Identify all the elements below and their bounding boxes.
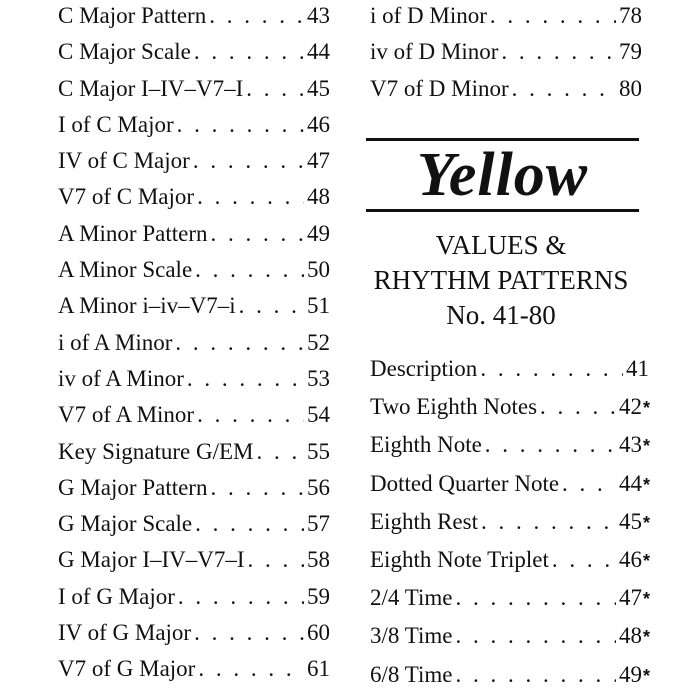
dot-leader — [455, 579, 616, 617]
toc-entry-label: Eighth Note Triplet — [370, 546, 549, 572]
dot-leader — [248, 542, 304, 578]
toc-entry-page: 49 — [307, 220, 330, 246]
dot-leader — [195, 252, 304, 288]
toc-entry-page: 78 — [619, 3, 642, 28]
toc-entry-page: 61 — [307, 656, 330, 682]
toc-entry-label: V7 of D Minor — [370, 75, 509, 101]
dot-leader — [210, 470, 304, 506]
toc-entry-label: 6/8 Time — [370, 661, 453, 687]
toc-entry — [58, 107, 330, 143]
toc-entry-page: 41 — [626, 356, 649, 381]
toc-entry-page: 44 — [307, 39, 330, 65]
toc-entry-label: Two Eighth Notes — [370, 394, 538, 420]
toc-entry-page: 47 — [307, 148, 330, 174]
toc-entry-page: 49 — [618, 661, 642, 687]
asterisk-marker: * — [642, 398, 650, 419]
toc-entry — [58, 288, 330, 324]
toc-entry-label: C Major Pattern — [58, 3, 207, 28]
section-rule-bottom — [366, 209, 639, 212]
dot-leader — [209, 0, 304, 34]
toc-entry-label: 3/8 Time — [370, 623, 453, 649]
toc-entry — [58, 615, 330, 651]
dot-leader — [552, 541, 616, 579]
toc-entry — [58, 216, 330, 252]
toc-entry — [58, 0, 330, 34]
toc-entry — [58, 71, 330, 107]
dot-leader — [194, 615, 304, 651]
dot-leader — [512, 71, 616, 107]
toc-entry-page: 44 — [618, 470, 642, 496]
toc-entry-label: iv of D Minor — [370, 39, 499, 65]
dot-leader — [198, 651, 304, 687]
toc-entry-label: V7 of G Major — [58, 656, 196, 682]
toc-entry — [370, 350, 650, 388]
dot-leader — [175, 325, 304, 361]
dot-leader — [246, 71, 304, 107]
right-toc-column-top — [370, 0, 642, 107]
asterisk-marker: * — [642, 474, 650, 495]
toc-entry-label: A Minor i–iv–V7–i — [58, 293, 236, 319]
toc-entry — [58, 434, 330, 470]
toc-entry-page: 52 — [307, 329, 330, 355]
dot-leader — [194, 34, 304, 70]
toc-entry-label: G Major Scale — [58, 511, 193, 537]
dot-leader — [193, 143, 304, 179]
toc-entry-label: C Major Scale — [58, 39, 191, 65]
toc-entry — [370, 541, 650, 579]
toc-entry — [58, 470, 330, 506]
dot-leader — [480, 350, 623, 388]
asterisk-marker: * — [642, 627, 650, 648]
toc-entry-label: I of C Major — [58, 111, 174, 137]
toc-entry-page: 80 — [619, 75, 642, 101]
toc-entry — [58, 325, 330, 361]
toc-entry — [58, 252, 330, 288]
toc-entry-page: 43 — [307, 3, 330, 28]
toc-entry-label: V7 of C Major — [58, 184, 195, 210]
toc-entry — [370, 503, 650, 541]
toc-entry-label: I of G Major — [58, 583, 175, 609]
toc-entry-label: A Minor Pattern — [58, 220, 208, 246]
toc-entry-label: 2/4 Time — [370, 585, 453, 611]
dot-leader — [485, 426, 616, 464]
toc-entry-label: C Major I–IV–V7–I — [58, 75, 244, 101]
toc-entry-page: 42 — [618, 394, 642, 420]
dot-leader — [501, 34, 616, 70]
toc-entry-label: Description — [370, 356, 478, 381]
asterisk-marker: * — [642, 436, 650, 457]
dot-leader — [481, 503, 616, 541]
toc-entry-label: Dotted Quarter Note — [370, 470, 560, 496]
toc-entry-label: Key Signature G/EM — [58, 438, 254, 464]
dot-leader — [562, 465, 616, 503]
toc-entry-page: 45 — [618, 508, 642, 534]
toc-entry-page: 48 — [618, 623, 642, 649]
toc-entry — [58, 179, 330, 215]
toc-entry — [370, 617, 650, 655]
dot-leader — [187, 361, 304, 397]
toc-entry-page: 46 — [618, 546, 642, 572]
toc-entry-page: 45 — [307, 75, 330, 101]
dot-leader — [256, 434, 304, 470]
toc-entry-label: iv of A Minor — [58, 365, 184, 391]
toc-entry-page: 60 — [307, 620, 330, 646]
right-toc-column-bottom — [370, 350, 650, 694]
toc-entry-page: 43 — [618, 432, 642, 458]
dot-leader — [178, 579, 304, 615]
toc-entry — [58, 361, 330, 397]
toc-entry-label: G Major Pattern — [58, 474, 208, 500]
toc-entry-page: 48 — [307, 184, 330, 210]
toc-entry-label: A Minor Scale — [58, 257, 193, 283]
subtitle-line: No. 41-80 — [446, 300, 556, 330]
toc-entry-page: 58 — [307, 547, 330, 573]
asterisk-marker: * — [642, 512, 650, 533]
asterisk-marker: * — [642, 550, 650, 571]
toc-entry — [58, 397, 330, 433]
toc-entry-page: 56 — [307, 474, 330, 500]
toc-entry — [370, 34, 642, 70]
toc-entry-page: 53 — [307, 365, 330, 391]
toc-entry-page: 59 — [307, 583, 330, 609]
toc-entry-label: Eighth Rest — [370, 508, 478, 534]
toc-entry-label: IV of G Major — [58, 620, 192, 646]
toc-entry — [370, 465, 650, 503]
section-subtitle — [356, 228, 646, 333]
asterisk-marker: * — [642, 589, 650, 610]
toc-entry — [58, 506, 330, 542]
dot-leader — [455, 617, 616, 655]
toc-entry — [370, 656, 650, 694]
toc-entry — [58, 542, 330, 578]
subtitle-line: VALUES & — [435, 230, 567, 260]
dot-leader — [197, 179, 304, 215]
left-toc-column — [58, 0, 330, 688]
toc-entry — [58, 143, 330, 179]
toc-entry-page: 51 — [307, 293, 330, 319]
toc-entry — [370, 579, 650, 617]
toc-entry-label: G Major I–IV–V7–I — [58, 547, 245, 573]
dot-leader — [211, 216, 305, 252]
section-title: Yellow — [416, 141, 589, 209]
dot-leader — [177, 107, 304, 143]
toc-entry-label: Eighth Note — [370, 432, 482, 458]
toc-entry-page: 57 — [307, 511, 330, 537]
dot-leader — [490, 0, 616, 34]
toc-entry-page: 50 — [307, 257, 330, 283]
subtitle-line: RHYTHM PATTERNS — [373, 265, 629, 295]
dot-leader — [197, 397, 304, 433]
toc-entry-label: IV of C Major — [58, 148, 190, 174]
dot-leader — [239, 288, 304, 324]
toc-entry-page: 47 — [618, 585, 642, 611]
toc-entry-label: i of D Minor — [370, 3, 487, 28]
toc-entry — [370, 0, 642, 34]
dot-leader — [195, 506, 304, 542]
toc-entry-label: V7 of A Minor — [58, 402, 195, 428]
toc-entry-page: 46 — [307, 111, 330, 137]
toc-entry — [58, 579, 330, 615]
dot-leader — [455, 656, 616, 694]
toc-entry — [58, 34, 330, 70]
toc-entry-page: 79 — [619, 39, 642, 65]
toc-entry — [370, 71, 642, 107]
toc-entry-page: 55 — [307, 438, 330, 464]
asterisk-marker: * — [642, 665, 650, 686]
toc-entry — [58, 651, 330, 687]
dot-leader — [540, 388, 616, 426]
toc-entry — [370, 388, 650, 426]
toc-entry — [370, 426, 650, 464]
toc-entry-label: i of A Minor — [58, 329, 173, 355]
toc-entry-page: 54 — [307, 402, 330, 428]
